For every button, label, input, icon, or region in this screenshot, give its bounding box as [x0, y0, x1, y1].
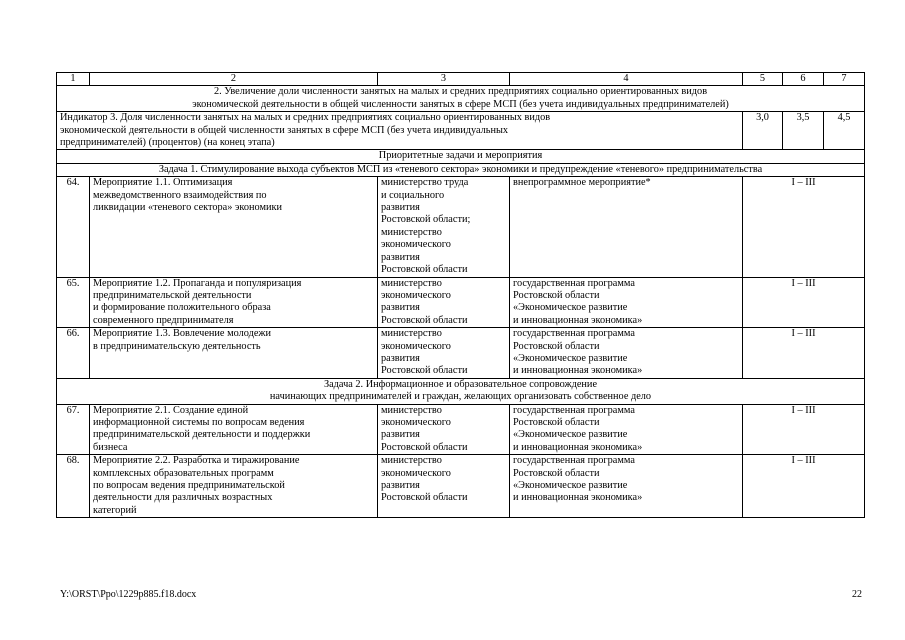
table-row	[57, 328, 865, 379]
executor: министерство экономического развития Ростовской области	[378, 328, 510, 379]
funding-source: государственная программа Ростовской области «Экономическое развитие и инновационная экономика»	[510, 455, 743, 518]
task1-title-row	[57, 163, 865, 176]
priorities-title-row	[57, 150, 865, 163]
col-header-2: 2	[90, 73, 378, 86]
implementation-period: I – III	[743, 455, 865, 518]
indicator-text: Индикатор 3. Доля численности занятых на малых и средних предприятиях социально ориентированных видов экономической деятельности в общей численности занятых в сфере МСП (без учета индивидуальных предпринимателей) (процентов) (на конец этапа)	[57, 112, 743, 150]
implementation-period: I – III	[743, 404, 865, 455]
funding-source: государственная программа Ростовской области «Экономическое развитие и инновационная экономика»	[510, 277, 743, 328]
measure-name: Мероприятие 2.2. Разработка и тиражирование комплексных образовательных программ по вопросам ведения предпринимательской деятельности для различных возрастных категорий	[90, 455, 378, 518]
table-row	[57, 455, 865, 518]
footer-file-path: Y:\ORST\Ppo\1229p885.f18.docx	[60, 589, 197, 600]
measure-name: Мероприятие 2.1. Создание единой информационной системы по вопросам ведения предпринимательской деятельности и поддержки бизнеса	[90, 404, 378, 455]
measure-name: Мероприятие 1.3. Вовлечение молодежи в предпринимательскую деятельность	[90, 328, 378, 379]
implementation-period: I – III	[743, 328, 865, 379]
indicator-row	[57, 112, 865, 150]
row-number: 65.	[57, 277, 90, 328]
measures-table	[56, 72, 865, 518]
footer-page-number: 22	[852, 589, 862, 600]
indicator-value-5: 3,0	[743, 112, 783, 150]
table-row	[57, 404, 865, 455]
task2-title: Задача 2. Информационное и образовательное сопровождение начинающих предпринимателей и граждан, желающих организовать собственное дело	[57, 378, 865, 404]
task1-title: Задача 1. Стимулирование выхода субъектов МСП из «теневого сектора» экономики и предупреждение «теневого» предпринимательства	[57, 163, 865, 176]
row-number: 67.	[57, 404, 90, 455]
executor: министерство экономического развития Ростовской области	[378, 455, 510, 518]
section-title-row	[57, 86, 865, 112]
column-number-row	[57, 73, 865, 86]
col-header-7: 7	[824, 73, 865, 86]
indicator-value-7: 4,5	[824, 112, 865, 150]
task2-title-row	[57, 378, 865, 404]
table-row	[57, 277, 865, 328]
table-row	[57, 177, 865, 277]
funding-source: государственная программа Ростовской области «Экономическое развитие и инновационная экономика»	[510, 328, 743, 379]
measure-name: Мероприятие 1.1. Оптимизация межведомственного взаимодействия по ликвидации «теневого сектора» экономики	[90, 177, 378, 277]
implementation-period: I – III	[743, 177, 865, 277]
funding-source: государственная программа Ростовской области «Экономическое развитие и инновационная экономика»	[510, 404, 743, 455]
indicator-value-6: 3,5	[783, 112, 824, 150]
row-number: 66.	[57, 328, 90, 379]
executor: министерство экономического развития Ростовской области	[378, 277, 510, 328]
funding-source: внепрограммное мероприятие*	[510, 177, 743, 277]
col-header-3: 3	[378, 73, 510, 86]
col-header-5: 5	[743, 73, 783, 86]
section-title: 2. Увеличение доли численности занятых на малых и средних предприятиях социально ориентированных видов экономической деятельности в общей численности занятых в сфере МСП (без учета индивидуальных предпринимателей)	[57, 86, 865, 112]
measure-name: Мероприятие 1.2. Пропаганда и популяризация предпринимательской деятельности и формирование положительного образа современного предпринимателя	[90, 277, 378, 328]
priorities-title: Приоритетные задачи и мероприятия	[57, 150, 865, 163]
implementation-period: I – III	[743, 277, 865, 328]
col-header-6: 6	[783, 73, 824, 86]
row-number: 64.	[57, 177, 90, 277]
row-number: 68.	[57, 455, 90, 518]
executor: министерство экономического развития Ростовской области	[378, 404, 510, 455]
col-header-1: 1	[57, 73, 90, 86]
executor: министерство труда и социального развития Ростовской области; министерство экономического развития Ростовской области	[378, 177, 510, 277]
col-header-4: 4	[510, 73, 743, 86]
